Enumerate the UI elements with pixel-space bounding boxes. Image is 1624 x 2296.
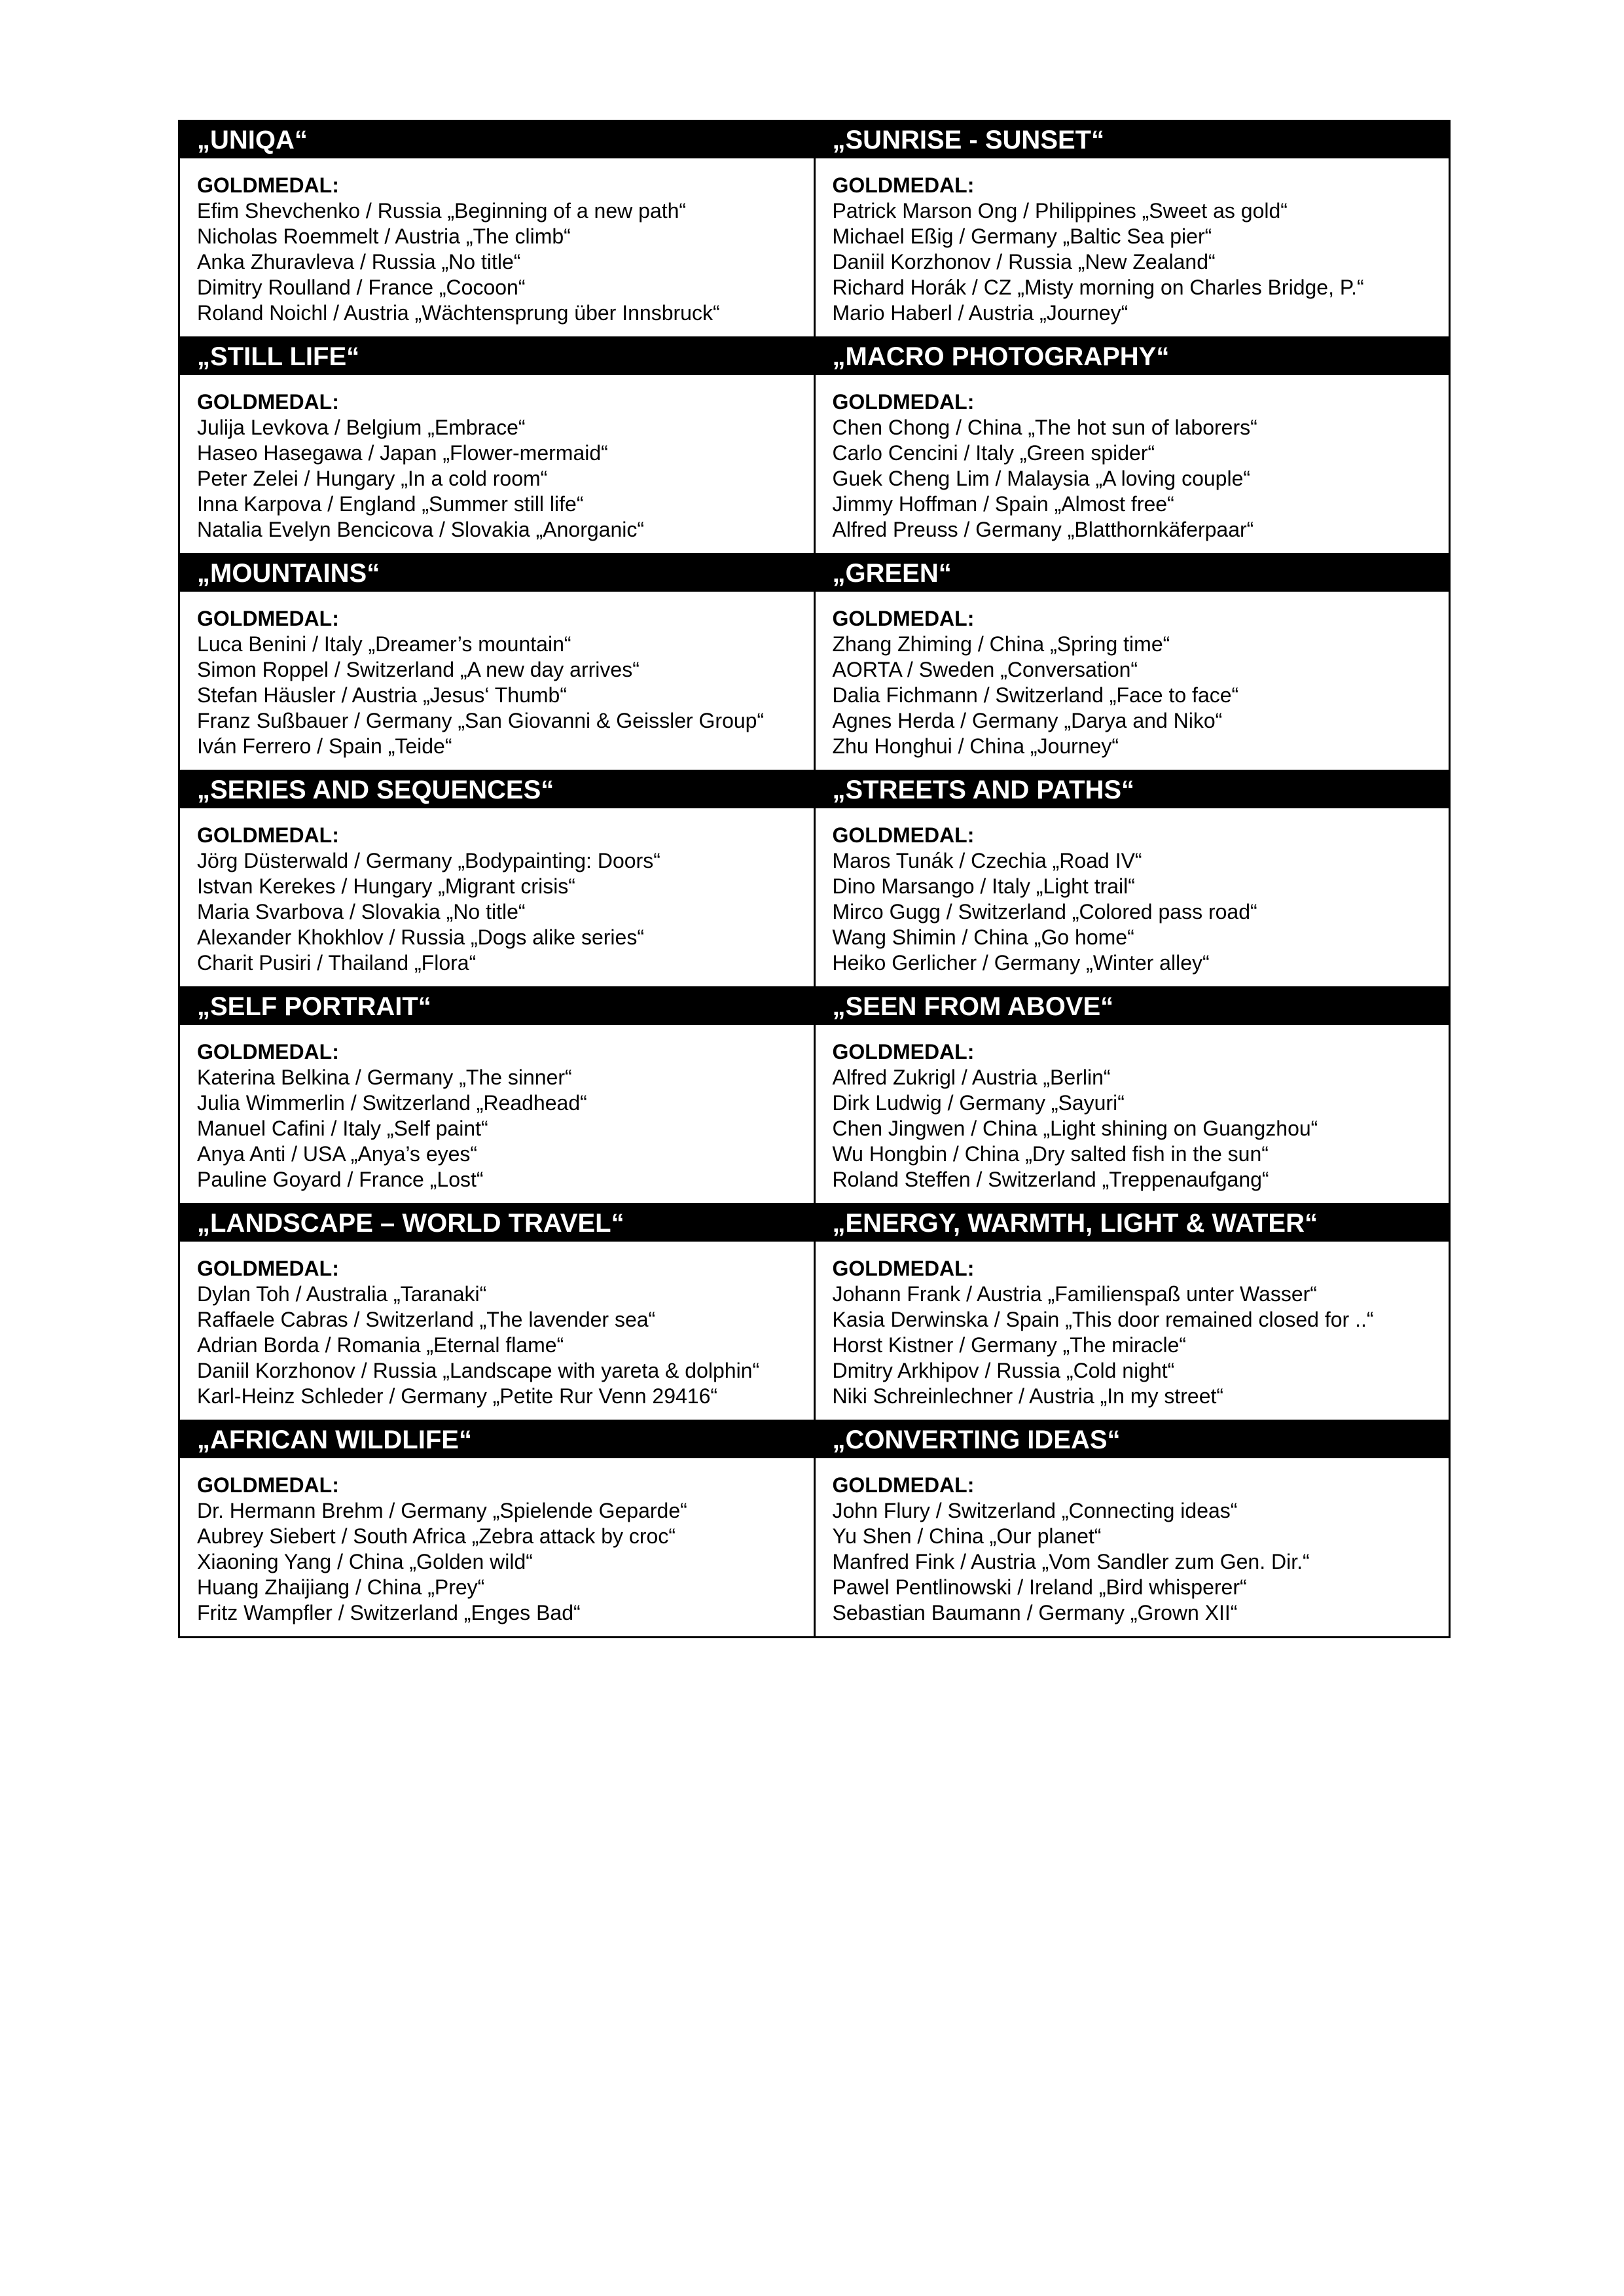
category-row <box>179 988 1450 1204</box>
category-cell <box>814 771 1450 988</box>
winner-entry: Franz Sußbauer / Germany „San Giovanni & Geissler Group“ <box>197 709 765 732</box>
gold-medal-label: GOLDMEDAL: <box>197 1473 339 1497</box>
gold-medal-label: GOLDMEDAL: <box>197 823 339 847</box>
winner-entry: Horst Kistner / Germany „The miracle“ <box>832 1333 1187 1357</box>
gold-medal-label: GOLDMEDAL: <box>197 1257 339 1280</box>
winner-entry: Luca Benini / Italy „Dreamer’s mountain“ <box>197 632 571 656</box>
category-cell <box>179 988 815 1204</box>
category-body <box>180 1025 814 1203</box>
gold-medal-label: GOLDMEDAL: <box>832 1473 975 1497</box>
category-cell <box>814 121 1450 338</box>
gold-medal-label: GOLDMEDAL: <box>197 607 339 630</box>
category-body <box>816 592 1449 770</box>
gold-medal-label: GOLDMEDAL: <box>832 1040 975 1064</box>
winner-entry: Wu Hongbin / China „Dry salted fish in the sun“ <box>832 1142 1269 1166</box>
category-title: „STREETS AND PATHS“ <box>816 772 1449 808</box>
winner-entry: Mirco Gugg / Switzerland „Colored pass road“ <box>832 900 1257 924</box>
winner-entry: Pawel Pentlinowski / Ireland „Bird whisperer“ <box>832 1575 1247 1599</box>
winner-entry: Simon Roppel / Switzerland „A new day arrives“ <box>197 658 640 681</box>
winner-entry: Raffaele Cabras / Switzerland „The lavender sea“ <box>197 1308 656 1331</box>
winner-entry: Dr. Hermann Brehm / Germany „Spielende Geparde“ <box>197 1499 687 1522</box>
category-body <box>180 808 814 986</box>
category-title: „SELF PORTRAIT“ <box>180 988 814 1025</box>
winner-entry: Carlo Cencini / Italy „Green spider“ <box>832 441 1155 465</box>
category-cell <box>814 554 1450 771</box>
winner-entry: Agnes Herda / Germany „Darya and Niko“ <box>832 709 1223 732</box>
category-cell <box>179 1204 815 1421</box>
category-row <box>179 554 1450 771</box>
gold-medal-label: GOLDMEDAL: <box>832 173 975 197</box>
winner-entry: Zhang Zhiming / China „Spring time“ <box>832 632 1170 656</box>
winner-entry: Daniil Korzhonov / Russia „Landscape with yareta & dolphin“ <box>197 1359 760 1382</box>
winner-entry: Zhu Honghui / China „Journey“ <box>832 734 1119 758</box>
category-body <box>816 1025 1449 1203</box>
winner-entry: Katerina Belkina / Germany „The sinner“ <box>197 1066 572 1089</box>
gold-medal-label: GOLDMEDAL: <box>832 607 975 630</box>
category-title: „STILL LIFE“ <box>180 338 814 375</box>
winner-entry: Richard Horák / CZ „Misty morning on Charles Bridge, P.“ <box>832 276 1364 299</box>
category-body <box>180 158 814 336</box>
gold-medal-label: GOLDMEDAL: <box>832 823 975 847</box>
winner-entry: Guek Cheng Lim / Malaysia „A loving couple“ <box>832 467 1251 490</box>
category-cell <box>179 1421 815 1638</box>
winner-entry: Daniil Korzhonov / Russia „New Zealand“ <box>832 250 1216 274</box>
winner-entry: Jimmy Hoffman / Spain „Almost free“ <box>832 492 1174 516</box>
winner-entry: Dmitry Arkhipov / Russia „Cold night“ <box>832 1359 1175 1382</box>
winner-entry: Natalia Evelyn Bencicova / Slovakia „Anorganic“ <box>197 518 644 541</box>
winner-entry: Dimitry Roulland / France „Cocoon“ <box>197 276 526 299</box>
winner-entry: Roland Noichl / Austria „Wächtensprung über Innsbruck“ <box>197 301 720 325</box>
category-cell <box>814 1204 1450 1421</box>
winner-entry: Michael Eßig / Germany „Baltic Sea pier“ <box>832 224 1212 248</box>
category-cell <box>814 338 1450 554</box>
category-body <box>816 158 1449 336</box>
category-title: „LANDSCAPE – WORLD TRAVEL“ <box>180 1205 814 1242</box>
winner-entry: Fritz Wampfler / Switzerland „Enges Bad“ <box>197 1601 581 1624</box>
category-cell <box>814 1421 1450 1638</box>
category-title: „CONVERTING IDEAS“ <box>816 1422 1449 1458</box>
winner-entry: Maria Svarbova / Slovakia „No title“ <box>197 900 526 924</box>
category-title: „AFRICAN WILDLIFE“ <box>180 1422 814 1458</box>
winner-entry: Peter Zelei / Hungary „In a cold room“ <box>197 467 548 490</box>
winner-entry: Patrick Marson Ong / Philippines „Sweet as gold“ <box>832 199 1288 223</box>
category-cell <box>179 771 815 988</box>
winner-entry: Nicholas Roemmelt / Austria „The climb“ <box>197 224 571 248</box>
winner-entry: Yu Shen / China „Our planet“ <box>832 1524 1102 1548</box>
winner-entry: Dylan Toh / Australia „Taranaki“ <box>197 1282 487 1306</box>
winner-entry: Chen Chong / China „The hot sun of laborers“ <box>832 416 1257 439</box>
gold-medal-label: GOLDMEDAL: <box>832 390 975 414</box>
category-cell <box>814 988 1450 1204</box>
category-body <box>180 375 814 553</box>
winner-entry: Dirk Ludwig / Germany „Sayuri“ <box>832 1091 1125 1115</box>
category-title: „SERIES AND SEQUENCES“ <box>180 772 814 808</box>
category-body <box>816 375 1449 553</box>
category-cell <box>179 121 815 338</box>
category-cell <box>179 554 815 771</box>
category-row <box>179 1421 1450 1638</box>
category-title: „UNIQA“ <box>180 122 814 158</box>
category-body <box>180 592 814 770</box>
winner-entry: Sebastian Baumann / Germany „Grown XII“ <box>832 1601 1238 1624</box>
winner-entry: Anka Zhuravleva / Russia „No title“ <box>197 250 521 274</box>
winner-entry: Julia Wimmerlin / Switzerland „Readhead“ <box>197 1091 587 1115</box>
category-row <box>179 771 1450 988</box>
winner-entry: Iván Ferrero / Spain „Teide“ <box>197 734 452 758</box>
winner-entry: John Flury / Switzerland „Connecting ideas“ <box>832 1499 1238 1522</box>
category-body <box>180 1458 814 1636</box>
winner-entry: Karl-Heinz Schleder / Germany „Petite Rur Venn 29416“ <box>197 1384 718 1408</box>
winner-entry: Roland Steffen / Switzerland „Treppenaufgang“ <box>832 1168 1269 1191</box>
category-title: „ENERGY, WARMTH, LIGHT & WATER“ <box>816 1205 1449 1242</box>
winner-entry: Kasia Derwinska / Spain „This door remained closed for ..“ <box>832 1308 1374 1331</box>
winner-entry: Manuel Cafini / Italy „Self paint“ <box>197 1117 488 1140</box>
winner-entry: Xiaoning Yang / China „Golden wild“ <box>197 1550 533 1573</box>
category-body <box>180 1242 814 1420</box>
category-row <box>179 338 1450 554</box>
category-body <box>816 808 1449 986</box>
gold-medal-label: GOLDMEDAL: <box>197 173 339 197</box>
category-row <box>179 1204 1450 1421</box>
gold-medal-label: GOLDMEDAL: <box>197 390 339 414</box>
winner-entry: Julija Levkova / Belgium „Embrace“ <box>197 416 526 439</box>
category-cell <box>179 338 815 554</box>
winner-entry: Huang Zhaijiang / China „Prey“ <box>197 1575 485 1599</box>
winner-entry: Adrian Borda / Romania „Eternal flame“ <box>197 1333 564 1357</box>
winner-entry: Dino Marsango / Italy „Light trail“ <box>832 874 1135 898</box>
winner-entry: Alfred Preuss / Germany „Blatthornkäferpaar“ <box>832 518 1254 541</box>
winner-entry: Anya Anti / USA „Anya’s eyes“ <box>197 1142 478 1166</box>
gold-medal-label: GOLDMEDAL: <box>197 1040 339 1064</box>
winner-entry: Istvan Kerekes / Hungary „Migrant crisis“ <box>197 874 575 898</box>
winner-entry: Charit Pusiri / Thailand „Flora“ <box>197 951 477 975</box>
category-title: „MACRO PHOTOGRAPHY“ <box>816 338 1449 375</box>
category-title: „GREEN“ <box>816 555 1449 592</box>
gold-medal-label: GOLDMEDAL: <box>832 1257 975 1280</box>
winner-entry: Stefan Häusler / Austria „Jesus‘ Thumb“ <box>197 683 567 707</box>
award-table <box>178 120 1451 1638</box>
winner-entry: Pauline Goyard / France „Lost“ <box>197 1168 484 1191</box>
winner-entry: Inna Karpova / England „Summer still life“ <box>197 492 584 516</box>
winner-entry: Johann Frank / Austria „Familienspaß unter Wasser“ <box>832 1282 1317 1306</box>
winner-entry: Alfred Zukrigl / Austria „Berlin“ <box>832 1066 1111 1089</box>
category-title: „MOUNTAINS“ <box>180 555 814 592</box>
category-title: „SEEN FROM ABOVE“ <box>816 988 1449 1025</box>
winner-entry: Dalia Fichmann / Switzerland „Face to face“ <box>832 683 1239 707</box>
winner-entry: Niki Schreinlechner / Austria „In my street“ <box>832 1384 1224 1408</box>
winner-entry: Maros Tunák / Czechia „Road IV“ <box>832 849 1142 872</box>
category-body <box>816 1242 1449 1420</box>
category-title: „SUNRISE - SUNSET“ <box>816 122 1449 158</box>
winner-entry: AORTA / Sweden „Conversation“ <box>832 658 1138 681</box>
winner-entry: Mario Haberl / Austria „Journey“ <box>832 301 1128 325</box>
award-table-body <box>179 121 1450 1638</box>
winner-entry: Haseo Hasegawa / Japan „Flower-mermaid“ <box>197 441 608 465</box>
winner-entry: Manfred Fink / Austria „Vom Sandler zum Gen. Dir.“ <box>832 1550 1310 1573</box>
winner-entry: Alexander Khokhlov / Russia „Dogs alike series“ <box>197 925 644 949</box>
category-body <box>816 1458 1449 1636</box>
winner-entry: Heiko Gerlicher / Germany „Winter alley“ <box>832 951 1210 975</box>
category-row <box>179 121 1450 338</box>
winner-entry: Aubrey Siebert / South Africa „Zebra attack by croc“ <box>197 1524 676 1548</box>
winner-entry: Jörg Düsterwald / Germany „Bodypainting: Doors“ <box>197 849 660 872</box>
winner-entry: Efim Shevchenko / Russia „Beginning of a new path“ <box>197 199 687 223</box>
winner-entry: Chen Jingwen / China „Light shining on Guangzhou“ <box>832 1117 1318 1140</box>
winner-entry: Wang Shimin / China „Go home“ <box>832 925 1134 949</box>
